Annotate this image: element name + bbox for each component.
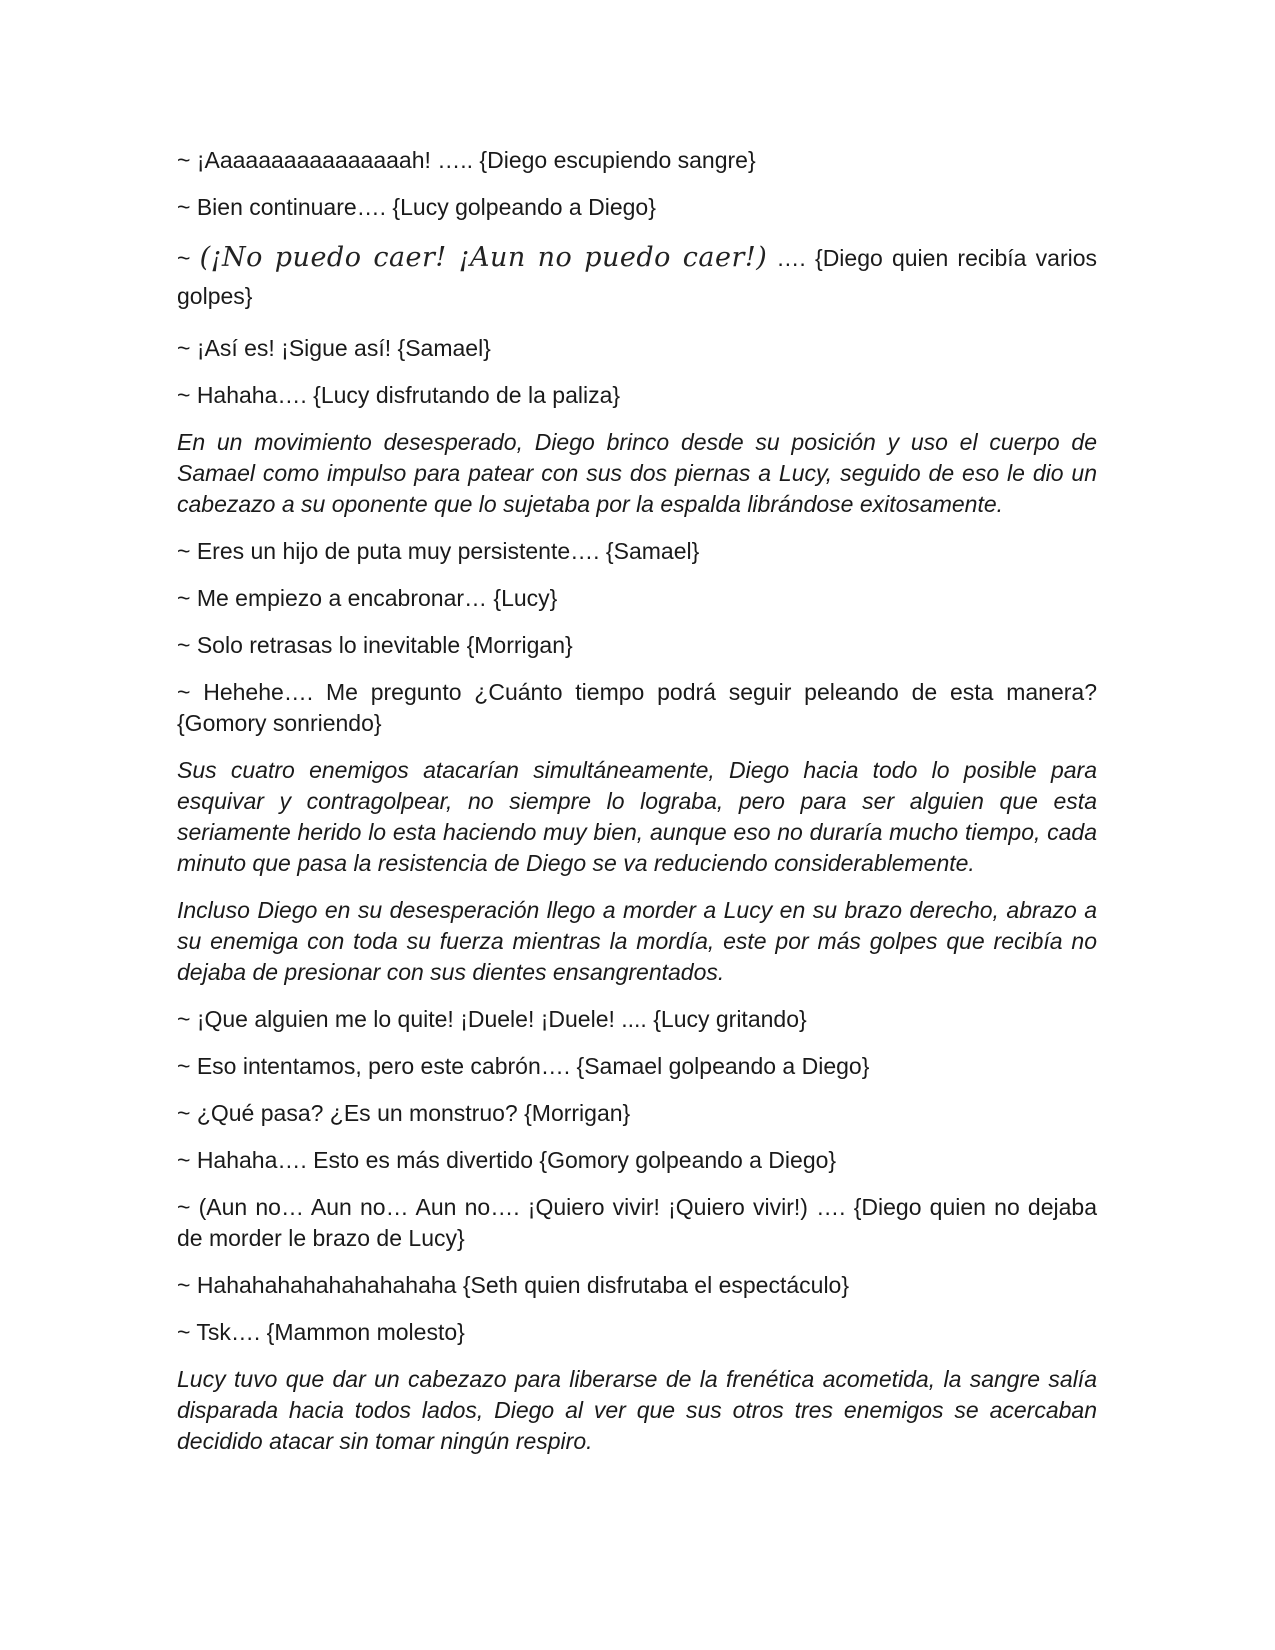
dialogue-line: ~ Eres un hijo de puta muy persistente…. {Samael} xyxy=(177,538,700,564)
handwritten-dialogue-line xyxy=(177,239,1097,315)
dialogue-line: ~ Hahaha…. Esto es más divertido {Gomory golpeando a Diego} xyxy=(177,1147,837,1173)
dialogue-line: ~ Hahaha…. {Lucy disfrutando de la paliza} xyxy=(177,382,621,408)
dialogue-line: ~ Me empiezo a encabronar… {Lucy} xyxy=(177,585,558,611)
narration-paragraph: Sus cuatro enemigos atacarían simultáneamente, Diego hacia todo lo posible para esquivar y contragolpear, no siempre lo lograba, pero para ser alguien que esta seriamente herido lo esta haciendo muy bien, aunque eso no duraría mucho tiempo, cada minuto que pasa la resistencia de Diego se va reduciendo considerablemente. xyxy=(177,757,1097,876)
dialogue-line: ~ Solo retrasas lo inevitable {Morrigan} xyxy=(177,632,573,658)
dialogue-line: ~ ¿Qué pasa? ¿Es un monstruo? {Morrigan} xyxy=(177,1100,631,1126)
dialogue-line: ~ ¡Aaaaaaaaaaaaaaaah! ….. {Diego escupiendo sangre} xyxy=(177,147,756,173)
narration-paragraph: En un movimiento desesperado, Diego brinco desde su posición y uso el cuerpo de Samael como impulso para patear con sus dos piernas a Lucy, seguido de eso le dio un cabezazo a su oponente que lo sujetaba por la espalda librándose exitosamente. xyxy=(177,429,1097,517)
handwritten-thought: (¡No puedo caer! ¡Aun no puedo caer!) xyxy=(199,242,768,273)
dialogue-line: ~ ¡Así es! ¡Sigue así! {Samael} xyxy=(177,335,491,361)
dialogue-line: ~ Bien continuare…. {Lucy golpeando a Diego} xyxy=(177,194,656,220)
page-body xyxy=(177,145,1097,1473)
dialogue-line: ~ Hahahahahahahahahaha {Seth quien disfrutaba el espectáculo} xyxy=(177,1272,850,1298)
dialogue-line: ~ Tsk…. {Mammon molesto} xyxy=(177,1319,465,1345)
dialogue-line: ~ Eso intentamos, pero este cabrón…. {Samael golpeando a Diego} xyxy=(177,1053,870,1079)
line-prefix: ~ xyxy=(177,245,200,271)
dialogue-line: ~ Hehehe…. Me pregunto ¿Cuánto tiempo podrá seguir peleando de esta manera? {Gomory sonriendo} xyxy=(177,679,1097,736)
narration-paragraph: Lucy tuvo que dar un cabezazo para liberarse de la frenética acometida, la sangre salía disparada hacia todos lados, Diego al ver que sus otros tres enemigos se acercaban decidido atacar sin tomar ningún respiro. xyxy=(177,1366,1097,1454)
line-suffix: …. {Diego quien recibía varios golpes} xyxy=(177,245,1097,309)
dialogue-line: ~ (Aun no… Aun no… Aun no…. ¡Quiero vivir! ¡Quiero vivir!) …. {Diego quien no dejaba de morder le brazo de Lucy} xyxy=(177,1194,1097,1251)
narration-paragraph: Incluso Diego en su desesperación llego a morder a Lucy en su brazo derecho, abrazo a su enemiga con toda su fuerza mientras la mordía, este por más golpes que recibía no dejaba de presionar con sus dientes ensangrentados. xyxy=(177,897,1097,985)
dialogue-line: ~ ¡Que alguien me lo quite! ¡Duele! ¡Duele! .... {Lucy gritando} xyxy=(177,1006,807,1032)
